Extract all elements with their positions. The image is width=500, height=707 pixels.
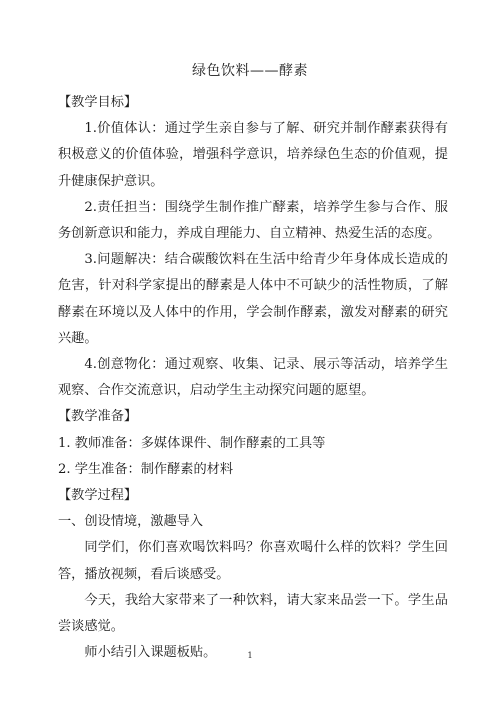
section-heading-prep: 【教学准备】: [58, 409, 138, 425]
goal-paragraph-2: 2.责任担当：围绕学生制作推广酵素，培养学生参与合作、服务创新意识和能力，养成自理能力、自立精神、热爱生活的态度。: [58, 199, 448, 242]
document-body: [58, 90, 448, 666]
process-step-1-paragraph-2: 今天，我给大家带来了一种饮料，请大家来品尝一下。学生品尝谈感觉。: [58, 592, 448, 635]
document-title: 绿色饮料——酵素: [192, 63, 308, 79]
prep-item-1: 1. 教师准备：多媒体课件、制作酵素的工具等: [58, 435, 326, 451]
section-heading-process: 【教学过程】: [58, 488, 138, 504]
section-heading-goals: 【教学目标】: [58, 95, 138, 110]
process-step-1-paragraph-3: 师小结引入课题板贴。: [84, 645, 217, 661]
goal-paragraph-1: 1.价值体认：通过学生亲自参与了解、研究并制作酵素获得有积极意义的价值体验，增强科学意识，培养绿色生态的价值观，提升健康保护意识。: [58, 121, 448, 189]
prep-item-2: 2. 学生准备：制作酵素的材料: [58, 461, 234, 477]
process-step-1-heading: 一、创设情境，激趣导入: [58, 514, 204, 530]
process-step-1-paragraph-1: 同学们，你们喜欢喝饮料吗？你喜欢喝什么样的饮料？学生回答，播放视频，看后谈感受。: [58, 540, 448, 582]
page-number: 1: [247, 651, 253, 660]
goal-paragraph-3: 3.问题解决：结合碳酸饮料在生活中给青少年身体成长造成的危害，针对科学家提出的酵素是人体中不可缺少的活性物质，了解酵素在环境以及人体中的作用，学会制作酵素，激发对酵素的研究兴趣。: [58, 252, 448, 346]
goal-paragraph-4: 4.创意物化：通过观察、收集、记录、展示等活动，培养学生观察、合作交流意识，启动学生主动探究问题的愿望。: [58, 357, 448, 399]
